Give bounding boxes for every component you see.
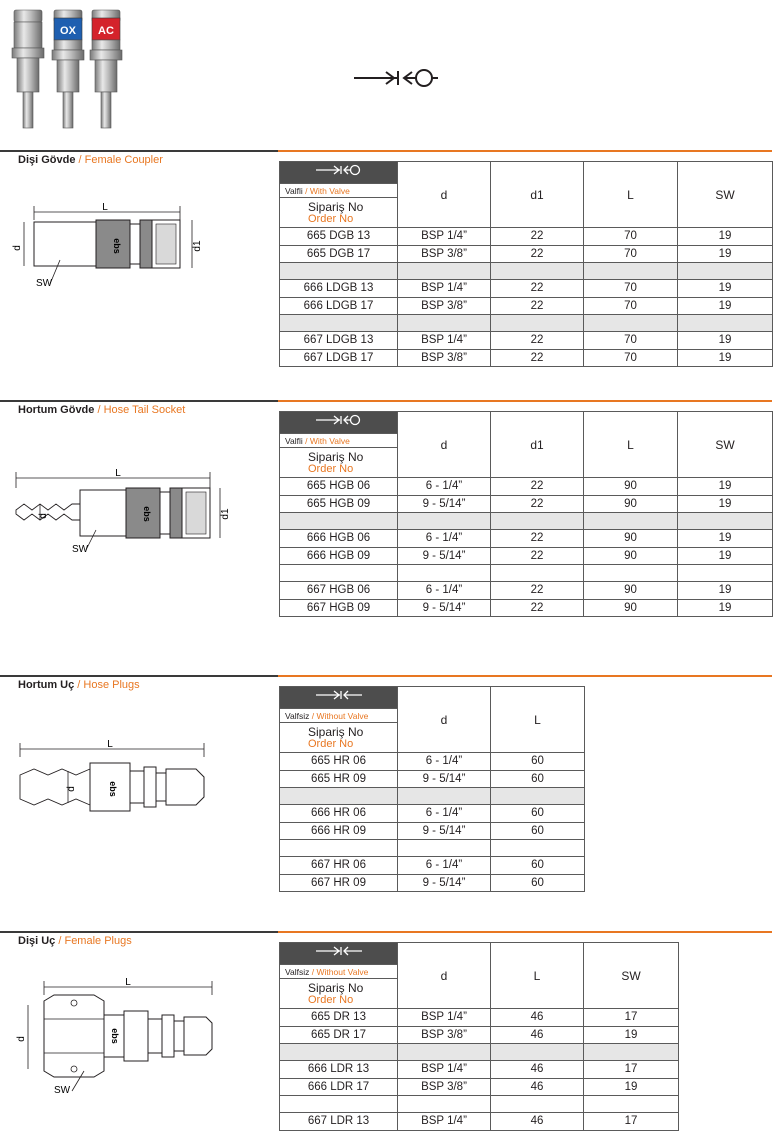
col-header-d: d — [398, 162, 491, 228]
section-title-sep: / — [74, 679, 84, 691]
col-header-sw: SW — [678, 162, 773, 228]
section-title-tr: Dişi Uç — [18, 935, 56, 947]
section-rule — [0, 400, 278, 402]
section-hose-tail-socket — [0, 400, 784, 620]
table-row: 665 HGB 06 6 - 1/4” 22 90 19 — [280, 478, 773, 496]
svg-text:ebs: ebs — [112, 238, 122, 254]
female-plug-drawing — [10, 975, 260, 1105]
table-spacer-row — [280, 565, 773, 582]
hose-tail-socket-drawing — [10, 460, 260, 560]
table-row: 667 LDGB 13 BSP 1/4” 22 70 19 — [280, 332, 773, 350]
valve-label: Valfsiz / Without Valve — [280, 965, 398, 979]
table-row: 666 HR 06 6 - 1/4” 60 — [280, 805, 585, 823]
order-no-header: Sipariş No Order No — [280, 198, 398, 228]
female-coupler-drawing — [10, 196, 260, 296]
dim-label-d1: d1 — [220, 508, 231, 520]
spec-table — [279, 942, 679, 1131]
col-header-d: d — [398, 943, 491, 1009]
col-header-d: d — [398, 687, 491, 753]
dim-label-l: L — [102, 202, 108, 213]
ac-label: AC — [98, 25, 114, 37]
section-rule-accent — [278, 400, 772, 402]
col-header-l: L — [584, 412, 678, 478]
product-photo — [8, 4, 128, 130]
valve-symbol-icon — [280, 162, 398, 184]
section-title-tr: Hortum Gövde — [18, 404, 95, 416]
order-no-header: Sipariş No Order No — [280, 979, 398, 1009]
svg-text:ebs: ebs — [142, 506, 152, 522]
section-female-plugs — [0, 931, 784, 1131]
svg-text:ebs: ebs — [108, 781, 118, 797]
svg-text:ebs: ebs — [110, 1028, 120, 1044]
table-row: 665 DR 17 BSP 3/8” 46 19 — [280, 1026, 679, 1044]
table-row: 666 LDGB 17 BSP 3/8” 22 70 19 — [280, 297, 773, 315]
valve-symbol-icon — [280, 943, 398, 965]
section-female-coupler — [0, 150, 784, 370]
section-rule — [0, 675, 278, 677]
table-row: 667 LDGB 17 BSP 3/8” 22 70 19 — [280, 349, 773, 367]
table-row: 665 DR 13 BSP 1/4” 46 17 — [280, 1009, 679, 1027]
order-no-header: Sipariş No Order No — [280, 723, 398, 753]
table-row: 667 HGB 09 9 - 5/14” 22 90 19 — [280, 599, 773, 617]
table-row: 666 HGB 09 9 - 5/14” 22 90 19 — [280, 547, 773, 565]
table-row: 666 HR 09 9 - 5/14” 60 — [280, 822, 585, 840]
section-title — [18, 679, 140, 691]
dim-label-d: d — [12, 245, 23, 251]
dim-label-l: L — [125, 977, 131, 988]
col-header-d1: d1 — [491, 412, 584, 478]
section-rule — [0, 150, 278, 152]
table-row: 665 DGB 17 BSP 3/8” 22 70 19 — [280, 245, 773, 263]
table-row: 666 LDGB 13 BSP 1/4” 22 70 19 — [280, 280, 773, 298]
col-header-d1: d1 — [491, 162, 584, 228]
section-rule — [0, 931, 278, 933]
section-rule-accent — [278, 675, 772, 677]
spec-table — [279, 161, 773, 367]
table-row: 665 HR 06 6 - 1/4” 60 — [280, 753, 585, 771]
hose-plug-drawing — [10, 737, 260, 827]
section-rule-accent — [278, 931, 772, 933]
dim-label-sw: SW — [72, 544, 89, 555]
dim-label-sw: SW — [36, 278, 53, 289]
col-header-l: L — [584, 162, 678, 228]
dim-label-d: d — [66, 786, 77, 792]
col-header-l: L — [491, 687, 585, 753]
spec-table — [279, 686, 585, 892]
table-row: 666 LDR 17 BSP 3/8” 46 19 — [280, 1078, 679, 1096]
section-title-tr: Hortum Uç — [18, 679, 75, 691]
section-title-sep: / — [75, 154, 85, 166]
col-header-d: d — [398, 412, 491, 478]
table-row: 667 LDR 13 BSP 1/4” 46 17 — [280, 1113, 679, 1131]
table-row: 666 LDR 13 BSP 1/4” 46 17 — [280, 1061, 679, 1079]
table-spacer-row — [280, 315, 773, 332]
valve-label: Valfli / With Valve — [280, 434, 398, 448]
table-spacer-row — [280, 840, 585, 857]
section-rule-accent — [278, 150, 772, 152]
dim-label-d: d — [16, 1036, 27, 1042]
table-row: 665 HGB 09 9 - 5/14” 22 90 19 — [280, 495, 773, 513]
section-title-tr: Dişi Gövde — [18, 154, 76, 166]
dim-label-sw: SW — [54, 1085, 71, 1096]
dim-label-l: L — [115, 468, 121, 479]
section-title — [18, 404, 185, 416]
table-spacer-row — [280, 1044, 679, 1061]
section-title-en: Hose Plugs — [83, 679, 140, 691]
section-title-sep: / — [94, 404, 104, 416]
order-no-header: Sipariş No Order No — [280, 448, 398, 478]
table-row: 665 DGB 13 BSP 1/4” 22 70 19 — [280, 228, 773, 246]
section-title-sep: / — [55, 935, 65, 947]
section-title — [18, 935, 132, 947]
section-title-en: Female Coupler — [84, 154, 163, 166]
col-header-sw: SW — [584, 943, 679, 1009]
section-title-en: Female Plugs — [64, 935, 132, 947]
valve-symbol-icon — [280, 687, 398, 709]
section-hose-plugs — [0, 675, 784, 895]
table-row: 667 HGB 06 6 - 1/4” 22 90 19 — [280, 582, 773, 600]
table-spacer-row — [280, 513, 773, 530]
valve-label: Valfsiz / Without Valve — [280, 709, 398, 723]
coupling-symbol-icon — [350, 64, 440, 92]
section-title-en: Hose Tail Socket — [103, 404, 186, 416]
col-header-sw: SW — [678, 412, 773, 478]
coupler-photo-image — [8, 4, 128, 130]
dim-label-l: L — [107, 739, 113, 750]
table-spacer-row — [280, 1096, 679, 1113]
table-row: 666 HGB 06 6 - 1/4” 22 90 19 — [280, 530, 773, 548]
table-spacer-row — [280, 788, 585, 805]
valve-label: Valfli / With Valve — [280, 184, 398, 198]
section-title — [18, 154, 163, 166]
table-spacer-row — [280, 263, 773, 280]
dim-label-d1: d1 — [192, 240, 203, 252]
valve-symbol-icon — [280, 412, 398, 434]
table-row: 667 HR 06 6 - 1/4” 60 — [280, 857, 585, 875]
spec-table — [279, 411, 773, 617]
ox-label: OX — [60, 25, 76, 37]
col-header-l: L — [491, 943, 584, 1009]
dim-label-d: d — [38, 513, 49, 519]
table-row: 667 HR 09 9 - 5/14” 60 — [280, 874, 585, 892]
table-row: 665 HR 09 9 - 5/14” 60 — [280, 770, 585, 788]
